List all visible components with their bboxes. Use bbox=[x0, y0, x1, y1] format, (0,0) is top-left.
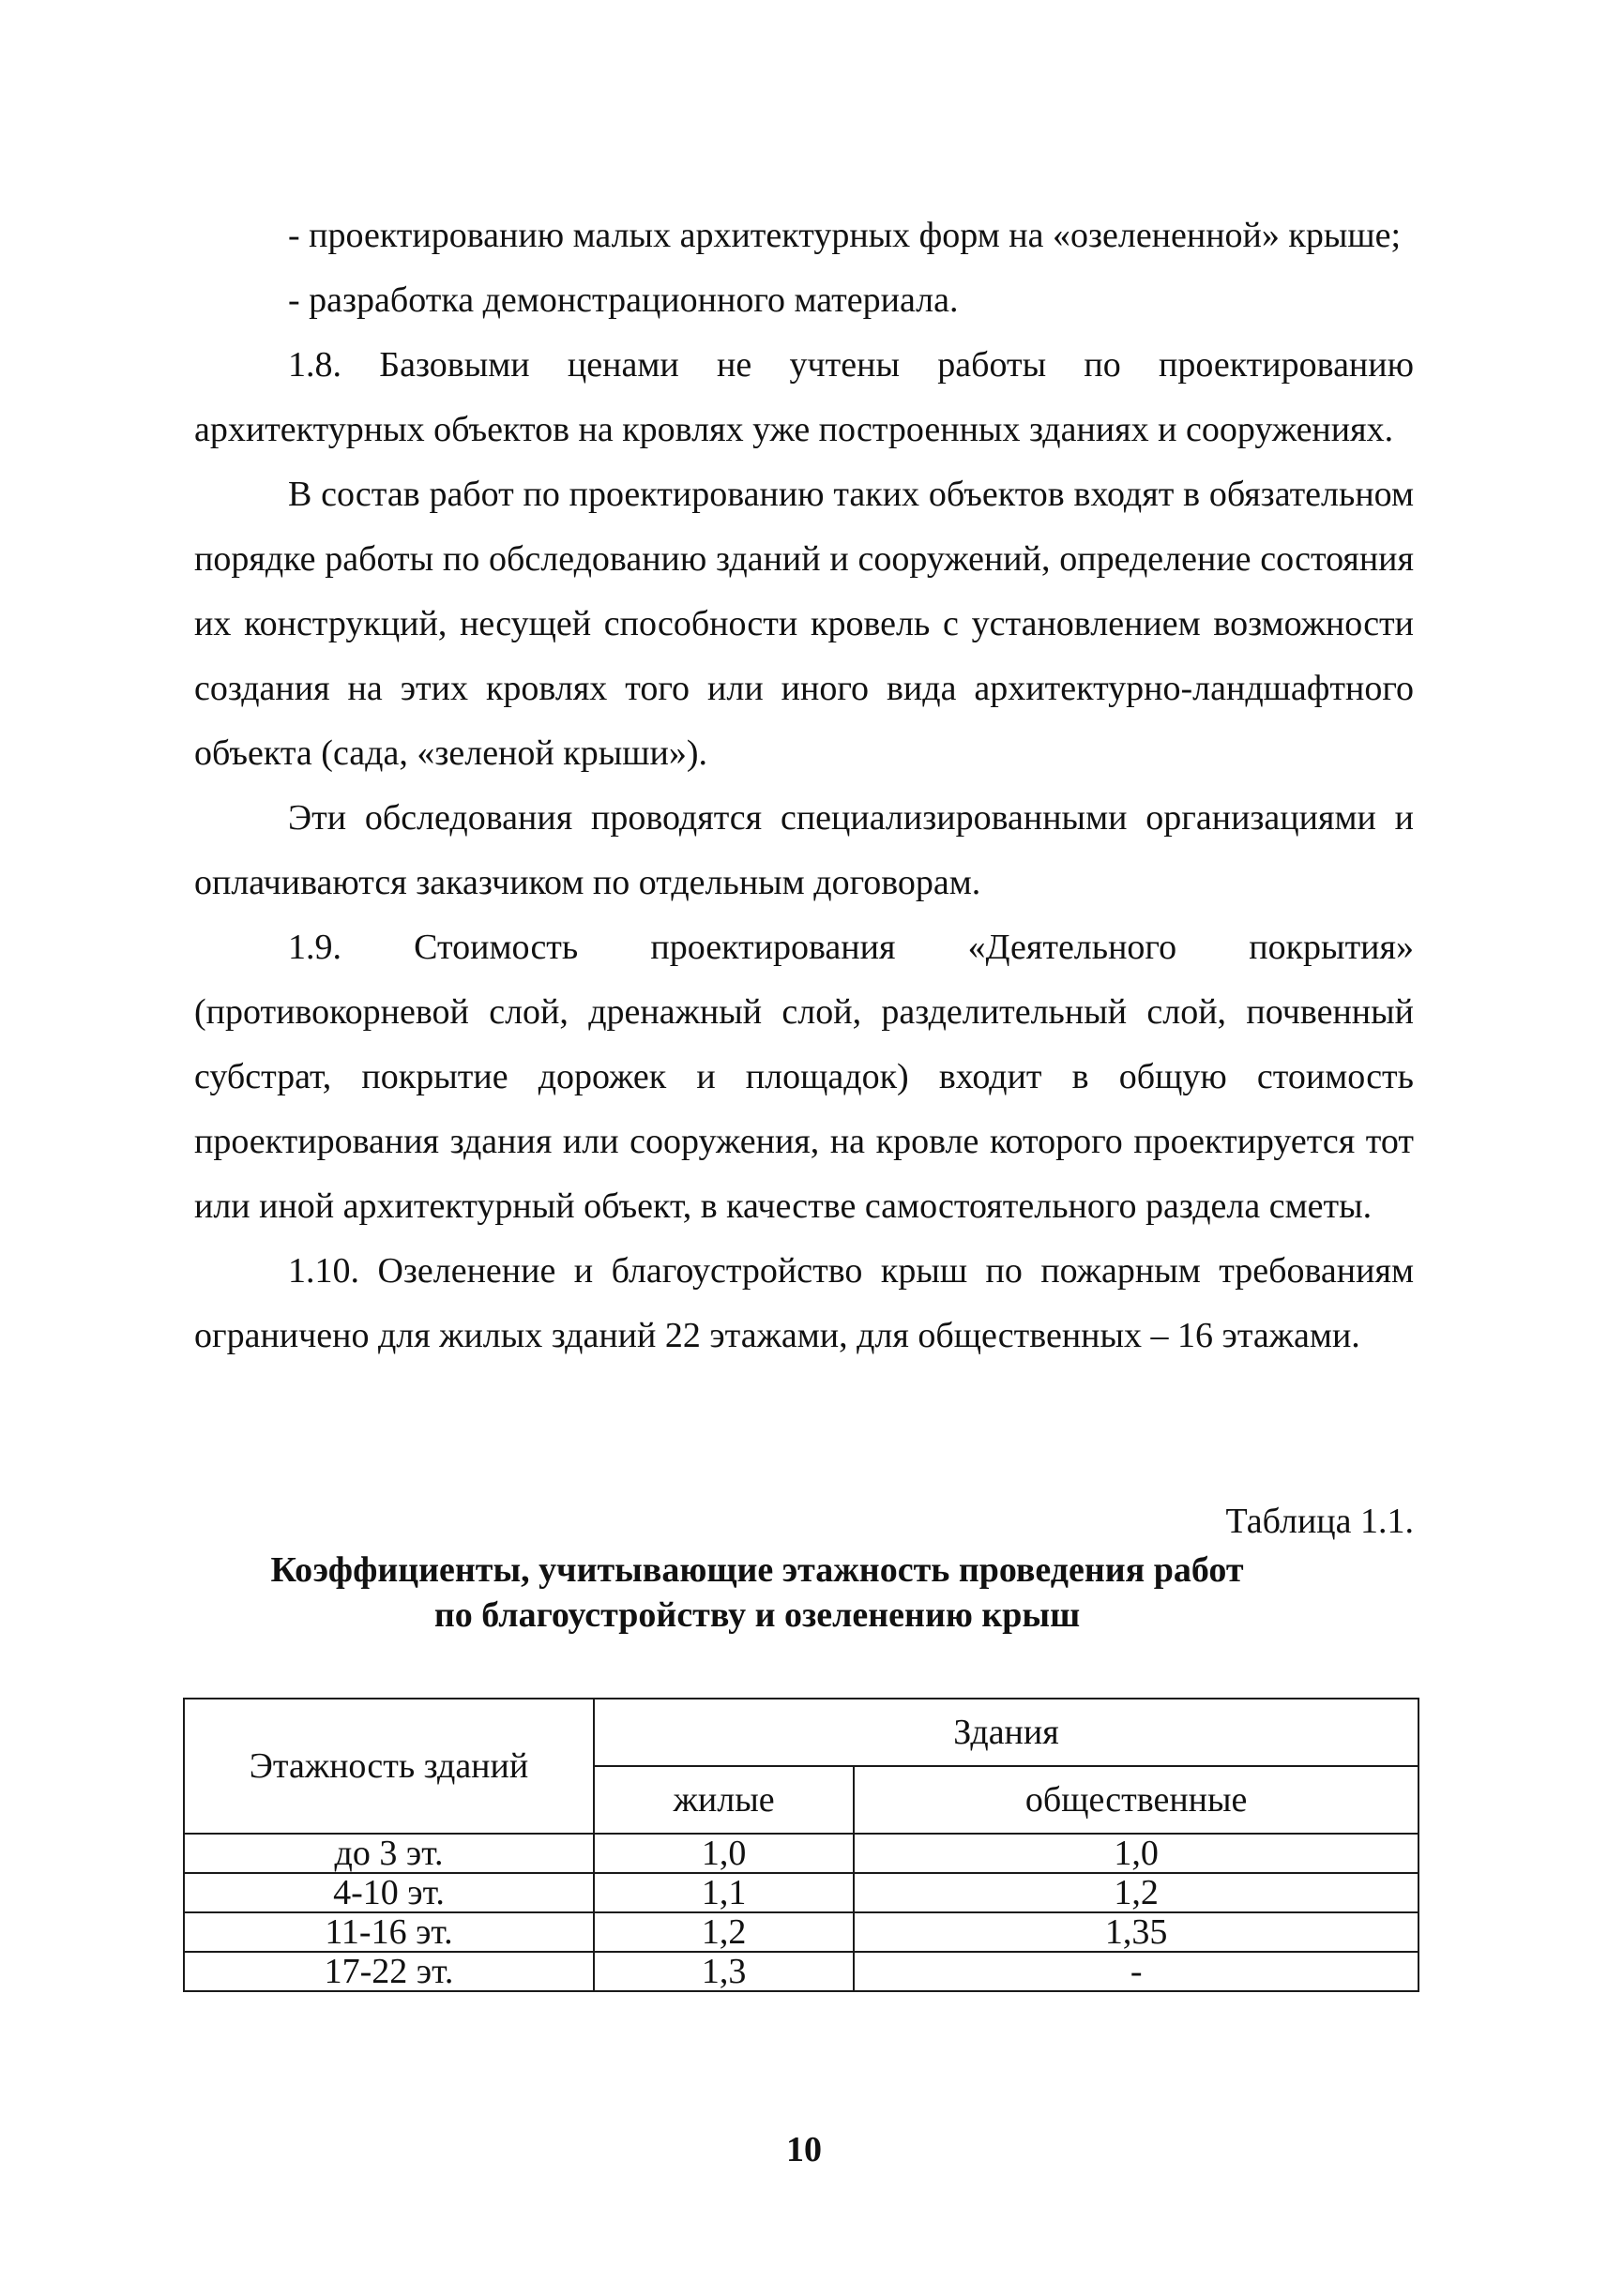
table-row bbox=[184, 1873, 1418, 1912]
cell-floors: 11-16 эт. bbox=[184, 1912, 594, 1952]
cell-residential: 1,0 bbox=[594, 1834, 854, 1873]
paragraph-1-8-details: В состав работ по проектированию таких объектов входят в обязательном порядке работы по обследованию зданий и сооружений, определение состояния их конструкций, несущей способности кровель с установлением возможности создания на этих кровлях того или иного вида архитектурно-ландшафтного объекта (сада, «зеленой крыши»). bbox=[194, 475, 1414, 773]
cell-public: 1,35 bbox=[854, 1912, 1418, 1952]
cell-floors: 17-22 эт. bbox=[184, 1952, 594, 1991]
cell-public: - bbox=[854, 1952, 1418, 1991]
header-residential: жилые bbox=[594, 1766, 854, 1834]
table-row bbox=[184, 1912, 1418, 1952]
table-row bbox=[184, 1952, 1418, 1991]
page-number: 10 bbox=[786, 2130, 822, 2169]
table-title-line-1: Коэффициенты, учитывающие этажность проведения работ bbox=[270, 1550, 1244, 1590]
cell-residential: 1,3 bbox=[594, 1952, 854, 1991]
cell-public: 1,0 bbox=[854, 1834, 1418, 1873]
table-caption: Таблица 1.1. bbox=[1225, 1502, 1414, 1541]
table-title-line-2: по благоустройству и озеленению крыш bbox=[433, 1595, 1081, 1635]
paragraph-1-10: 1.10. Озеленение и благоустройство крыш по пожарным требованиям ограничено для жилых зданий 22 этажами, для общественных – 16 этажами. bbox=[194, 1251, 1414, 1355]
cell-residential: 1,1 bbox=[594, 1873, 854, 1912]
coefficients-table bbox=[183, 1698, 1419, 1992]
body-text bbox=[194, 204, 1414, 1368]
paragraph-bullet-1: - проектированию малых архитектурных форм на «озелененной» крыше; bbox=[288, 216, 1402, 255]
cell-public: 1,2 bbox=[854, 1873, 1418, 1912]
header-buildings: Здания bbox=[594, 1699, 1418, 1766]
header-floors: Этажность зданий bbox=[184, 1699, 594, 1834]
cell-floors: 4-10 эт. bbox=[184, 1873, 594, 1912]
paragraph-1-8: 1.8. Базовыми ценами не учтены работы по проектированию архитектурных объектов на кровлях уже построенных зданиях и сооружениях. bbox=[194, 345, 1414, 449]
table-title bbox=[194, 1548, 1414, 1638]
paragraph-bullet-2: - разработка демонстрационного материала. bbox=[288, 280, 959, 320]
cell-residential: 1,2 bbox=[594, 1912, 854, 1952]
header-public: общественные bbox=[854, 1766, 1418, 1834]
paragraph-1-9: 1.9. Стоимость проектирования «Деятельного покрытия» (противокорневой слой, дренажный слой, разделительный слой, почвенный субстрат, покрытие дорожек и площадок) входит в общую стоимость проектирования здания или сооружения, на кровле которого проектируется тот или иной архитектурный объект, в качестве самостоятельного раздела сметы. bbox=[194, 928, 1414, 1226]
table-row bbox=[184, 1834, 1418, 1873]
cell-floors: до 3 эт. bbox=[184, 1834, 594, 1873]
paragraph-1-8-surveys: Эти обследования проводятся специализированными организациями и оплачиваются заказчиком по отдельным договорам. bbox=[194, 798, 1414, 902]
